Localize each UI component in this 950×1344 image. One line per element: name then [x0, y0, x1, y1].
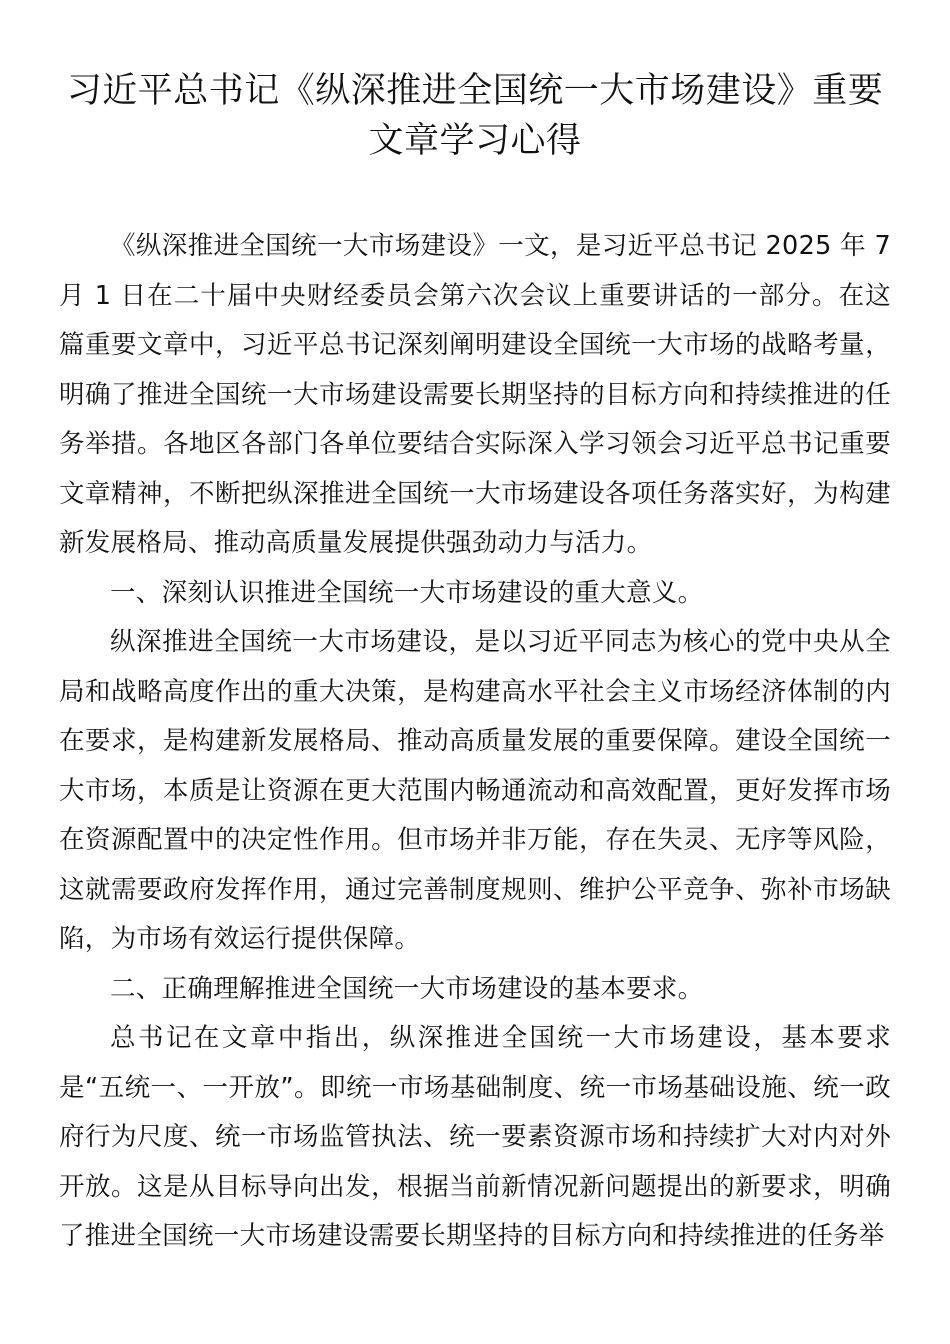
section-heading-2: 二、正确理解推进全国统一大市场建设的基本要求。: [110, 973, 704, 1004]
section-1-paragraph: 纵深推进全国统一大市场建设，是以习近平同志为核心的党中央从全局和战略高度作出的重大决策，是构建高水平社会主义市场经济体制的内在要求，是构建新发展格局、推动高质量发展的重要保障。建设全国统一大市场，本质是让资源在更大范围内畅通流动和高效配置，更好发挥市场在资源配置中的决定性作用。但市场并非万能，存在失灵、无序等风险，这就需要政府发挥作用，通过完善制度规则、维护公平竞争、弥补市场缺陷，为市场有效运行提供保障。: [59, 627, 891, 954]
intro-paragraph: 《纵深推进全国统一大市场建设》一文，是习近平总书记 2025 年 7 月 1 日在二十届中央财经委员会第六次会议上重要讲话的一部分。在这篇重要文章中，习近平总书记深刻阐明建设全国统一大市场的战略考量，明确了推进全国统一大市场建设需要长期坚持的目标方向和持续推进的任务举措。各地区各部门各单位要结合实际深入学习领会习近平总书记重要文章精神，不断把纵深推进全国统一大市场建设各项任务落实好，为构建新发展格局、推动高质量发展提供强劲动力与活力。: [59, 231, 891, 558]
document-title: 习近平总书记《纵深推进全国统一大市场建设》重要 文章学习心得: [66, 71, 884, 161]
section-heading-1: 一、深刻认识推进全国统一大市场建设的重大意义。: [110, 577, 704, 608]
document-body: [59, 222, 891, 1262]
section-2-paragraph: 总书记在文章中指出，纵深推进全国统一大市场建设，基本要求是“五统一、一开放”。即统一市场基础制度、统一市场基础设施、统一政府行为尺度、统一市场监管执法、统一要素资源市场和持续扩大对内对外开放。这是从目标导向出发，根据当前新情况新问题提出的新要求，明确了推进全国统一大市场建设需要长期坚持的目标方向和持续推进的任务举: [59, 1023, 891, 1251]
